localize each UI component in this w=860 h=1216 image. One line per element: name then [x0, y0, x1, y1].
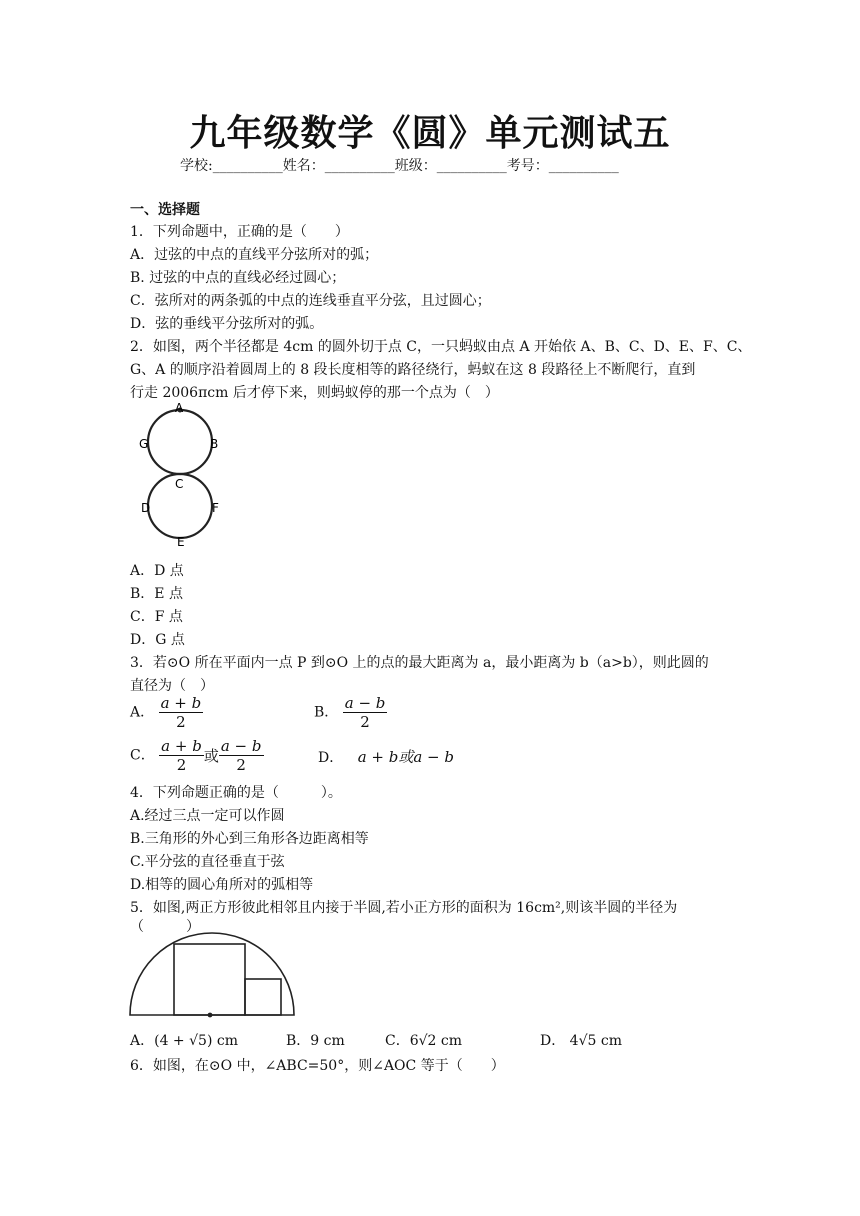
q3-c-denominator-1: 2: [176, 756, 187, 774]
q3-a-denominator: 2: [176, 713, 186, 731]
q2-option-c: C．F 点: [130, 609, 183, 625]
fig-label-e: E: [177, 535, 185, 549]
q1-option-a: A．过弦的中点的直线平分弦所对的弧；: [130, 247, 379, 263]
fig-label-b: B: [210, 437, 219, 451]
q3-stem-line1: 3．若⊙O 所在平面内一点 P 到⊙O 上的点的最大距离为 a，最小距离为 b（a>b），则此圆的: [130, 655, 709, 671]
q4-option-b: B.三角形的外心到三角形各边距离相等: [130, 831, 369, 847]
q1-option-b: B. 过弦的中点的直线必经过圆心；: [130, 270, 346, 286]
student-info-line: 学校:__________姓名：__________班级：__________考号：__________: [180, 158, 619, 174]
q2-stem-line1: 2．如图，两个半径都是 4cm 的圆外切于点 C，一只蚂蚁由点 A 开始依 A、B、C、D、E、F、C、: [130, 339, 752, 355]
q4-option-a: A.经过三点一定可以作圆: [130, 808, 285, 824]
q5-option-b: B．9 cm: [286, 1033, 345, 1049]
q2-option-a: A．D 点: [130, 563, 184, 579]
fig-label-g: G: [139, 437, 149, 451]
q3-option-d: [318, 746, 454, 767]
q4-option-c: C.平分弦的直径垂直于弦: [130, 854, 285, 870]
fig-label-a: A: [175, 401, 184, 415]
q5-stem-line1: 5．如图,两正方形彼此相邻且内接于半圆,若小正方形的面积为 16cm²,则该半圆的半径为: [130, 900, 678, 916]
q3-c-numerator-2: a − b: [220, 737, 262, 755]
q6-stem: 6．如图，在⊙O 中，∠ABC=50°，则∠AOC 等于（ ）: [130, 1058, 505, 1074]
q5-option-a: A．(4 + √5) cm: [130, 1033, 238, 1049]
q2-option-b: B．E 点: [130, 586, 183, 602]
q3-c-denominator-2: 2: [236, 756, 246, 774]
q3-a-numerator: a + b: [160, 694, 202, 712]
q1-stem: 1．下列命题中，正确的是（ ）: [130, 224, 349, 240]
fig-label-c: C: [175, 477, 184, 491]
q2-stem-line2: G、A 的顺序沿着圆周上的 8 段长度相等的路径绕行，蚂蚁在这 8 段路径上不断爬行，直到: [130, 362, 696, 378]
fig-label-f: F: [212, 501, 219, 515]
q3-option-a: [130, 694, 203, 731]
q4-option-d: D.相等的圆心角所对的弧相等: [130, 877, 314, 893]
q3-b-denominator: 2: [360, 713, 370, 731]
q3-b-label: B．: [314, 704, 339, 721]
q3-option-c: [130, 737, 264, 774]
q3-c-fraction-2: [219, 737, 264, 774]
q5-semicircle-squares-figure: [126, 925, 298, 1019]
q3-c-label: C．: [130, 747, 155, 764]
section-heading: 一、选择题: [130, 202, 200, 218]
q3-b-numerator: a − b: [344, 694, 386, 712]
q3-d-expression: a + b或a − b: [357, 748, 454, 766]
q3-a-label: A．: [130, 704, 155, 721]
q1-option-c: C．弦所对的两条弧的中点的连线垂直平分弦，且过圆心；: [130, 293, 491, 309]
q3-c-or: 或: [203, 747, 219, 765]
q3-option-b: [314, 694, 387, 731]
q5-option-c: C．6√2 cm: [385, 1033, 463, 1049]
q1-option-d: D．弦的垂线平分弦所对的弧。: [130, 316, 324, 332]
q3-d-label: D．: [318, 750, 344, 766]
q5-option-d: D． 4√5 cm: [540, 1033, 622, 1049]
q3-stem-line2: 直径为（ ）: [130, 678, 214, 694]
q5-stem-line2: （ ）: [130, 919, 200, 935]
q3-b-fraction: [343, 694, 388, 731]
q3-c-fraction-1: [159, 737, 204, 774]
q2-option-d: D．G 点: [130, 632, 185, 648]
fig-label-d: D: [141, 501, 151, 515]
q2-two-circles-figure: [130, 400, 230, 550]
q3-c-numerator-1: a + b: [161, 737, 202, 755]
q3-a-fraction: [159, 694, 204, 731]
page-title: 九年级数学《圆》单元测试五: [189, 113, 671, 154]
q2-stem-line3: 行走 2006πcm 后才停下来，则蚂蚁停的那一个点为（ ）: [130, 385, 499, 401]
q4-stem: 4．下列命题正确的是（ ）。: [130, 785, 342, 801]
